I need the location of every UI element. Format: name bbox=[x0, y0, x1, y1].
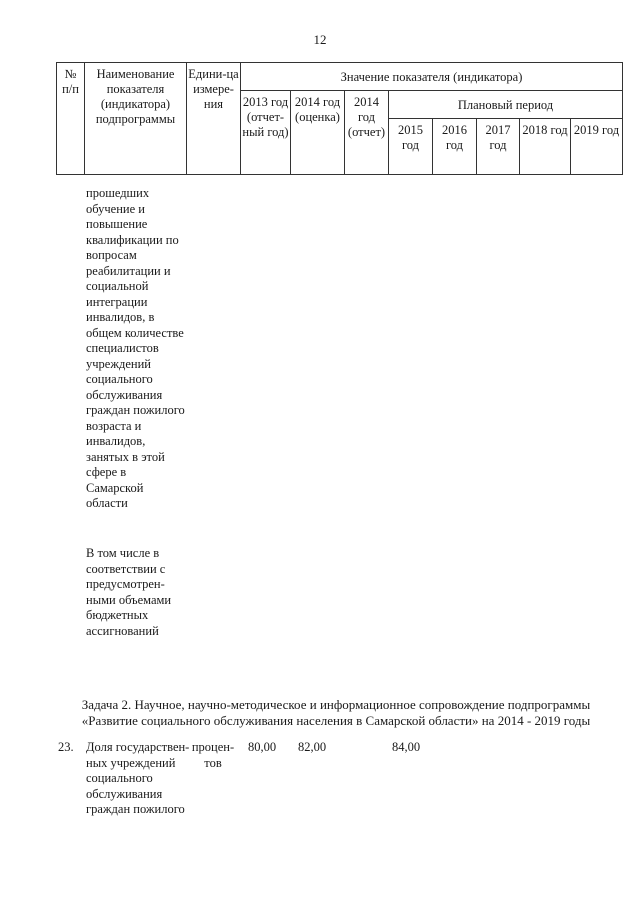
header-2015: 2015 год bbox=[389, 119, 433, 175]
task-2-heading: Задача 2. Научное, научно-методическое и информационное сопровождение подпрограммы «Развитие социального обслуживания населения в Самарской области» на 2014 - 2019 годы bbox=[81, 697, 591, 728]
indicator-table-header bbox=[56, 62, 623, 175]
header-2019: 2019 год bbox=[571, 119, 623, 175]
header-2014-estimate: 2014 год (оценка) bbox=[291, 91, 345, 175]
row23-num: 23. bbox=[58, 740, 74, 754]
header-2017: 2017 год bbox=[477, 119, 520, 175]
header-unit: Едини-ца измере-ния bbox=[187, 63, 241, 175]
header-2018: 2018 год bbox=[520, 119, 571, 175]
row23-2013: 80,00 bbox=[248, 740, 277, 754]
header-2016: 2016 год bbox=[433, 119, 477, 175]
header-name: Наименование показателя (индикатора) подпрограммы bbox=[85, 63, 187, 175]
header-value-group: Значение показателя (индикатора) bbox=[241, 63, 623, 91]
header-2014-report: 2014 год (отчет) bbox=[345, 91, 389, 175]
including-text: В том числе в соответствии с предусмотрен-ными объемами бюджетных ассигнований bbox=[86, 546, 172, 638]
header-2013: 2013 год (отчет-ный год) bbox=[241, 91, 291, 175]
header-num: № п/п bbox=[57, 63, 85, 175]
row23-unit: процен-тов bbox=[191, 740, 235, 770]
header-plan-period: Плановый период bbox=[389, 91, 623, 119]
page-number: 12 bbox=[313, 32, 327, 47]
row23-name: Доля государствен-ных учреждений социального обслуживания граждан пожилого bbox=[86, 740, 190, 816]
row23-2015: 84,00 bbox=[392, 740, 421, 754]
continuation-text: прошедших обучение и повышение квалификации по вопросам реабилитации и социальной интеграции инвалидов, в общем количестве специалистов учреждений социального обслуживания граждан пожилого возраста и инвалидов, занятых в этой сфере в Самарской области bbox=[86, 186, 185, 510]
row23-2014-estimate: 82,00 bbox=[298, 740, 327, 754]
